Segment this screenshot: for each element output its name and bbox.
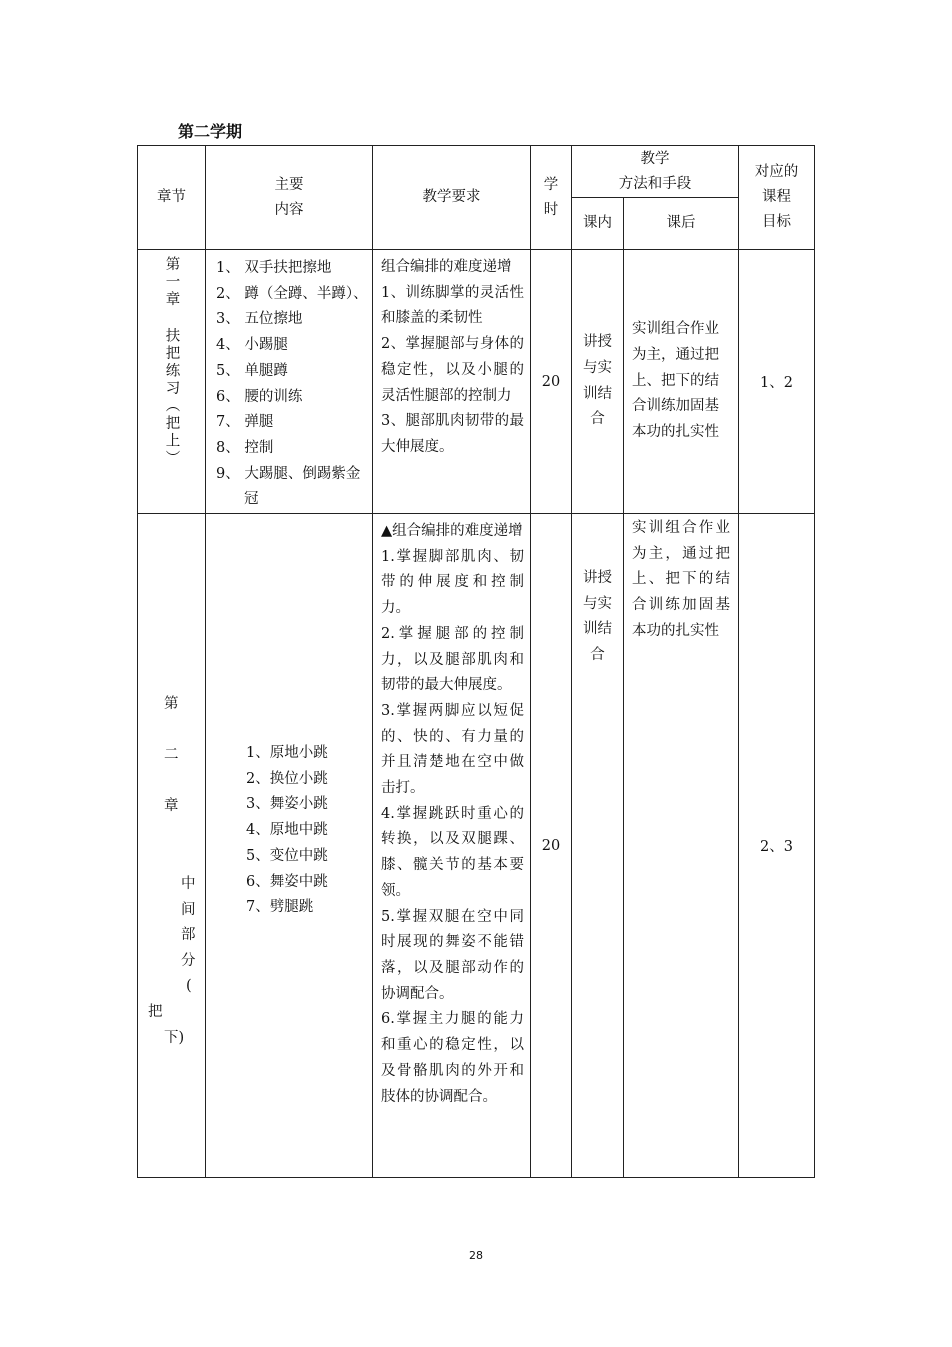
chapter-cell: [138, 250, 206, 514]
list-item: 7、劈腿跳: [246, 899, 314, 916]
list-item: 1、 双手扶把擦地: [216, 260, 332, 276]
chapter-label: 第一章 扶把练习（把上）: [163, 256, 180, 468]
list-item: 7、 弹腿: [216, 414, 274, 431]
after-class-cell: 实训组合作业为主，通过把上、把下的结合训练加固基本功的扎实性: [624, 514, 739, 1178]
header-chapter: 章节: [138, 146, 206, 250]
header-hours: 学 时: [531, 146, 572, 250]
syllabus-table: [137, 145, 815, 1178]
list-item: 6、舞姿中跳: [246, 873, 328, 890]
list-item: 2、换位小跳: [246, 770, 328, 787]
list-item: 3、舞姿小跳: [246, 796, 328, 813]
after-class-cell: 实训组合作业为主，通过把上、把下的结合训练加固基本功的扎实性: [624, 250, 739, 514]
semester-title: 第二学期: [178, 122, 243, 141]
in-class-cell: 讲授 与实 训结 合: [572, 514, 624, 1178]
content-cell: [206, 250, 373, 514]
header-after-class: 课后: [624, 198, 739, 250]
header-methods: 教学 方法和手段: [572, 146, 739, 198]
list-item: 6、 腰的训练: [216, 388, 303, 405]
list-item: 1、原地小跳: [246, 745, 328, 762]
hours-cell: 20: [531, 250, 572, 514]
header-requirements: 教学要求: [373, 146, 531, 250]
requirements-cell: ▲组合编排的难度递增 1.掌握脚部肌肉、韧带的伸展度和控制力。 2.掌握腿部的控制力，以及腿部肌肉和韧带的最大伸展度。 3.掌握两脚应以短促的、快的、有力量的并且清楚地在空中做击打。 4.掌握跳跃时重心的转换，以及双腿踝、膝、髋关节的基本要领。 5.掌握双腿在空中同时展现的舞姿不能错落，以及腿部动作的协调配合。 6.掌握主力腿的能力和重心的稳定性，以及骨骼肌肉的外开和肢体的协调配合。: [373, 514, 531, 1178]
hours-cell: 20: [531, 514, 572, 1178]
requirements-cell: 组合编排的难度递增 1、训练脚掌的灵活性和膝盖的柔韧性 2、掌握腿部与身体的稳定性，以及小腿的灵活性腿部的控制力 3、腿部肌肉韧带的最大伸展度。: [373, 250, 531, 514]
list-item: 3、 五位擦地: [216, 311, 303, 328]
list-item: 5、 单腿蹲: [216, 362, 288, 379]
content-list: [206, 514, 372, 921]
list-item: 9、 大踢腿、倒踢紫金冠: [216, 465, 361, 508]
page-number: 28: [469, 1249, 483, 1262]
list-item: 4、 小踢腿: [216, 337, 288, 354]
list-item: 4、原地中跳: [246, 822, 328, 839]
content-list: [206, 250, 372, 513]
list-item: 2、 蹲（全蹲、半蹲）、: [216, 285, 368, 302]
objectives-cell: 2、3: [739, 514, 815, 1178]
header-objectives: 对应的 课程 目标: [739, 146, 815, 250]
content-cell: [206, 514, 373, 1178]
header-in-class: 课内: [572, 198, 624, 250]
list-item: 8、 控制: [216, 439, 274, 456]
list-item: 5、变位中跳: [246, 847, 328, 864]
in-class-cell: 讲授 与实 训结 合: [572, 250, 624, 514]
chapter-label: 第 二 章 中 间 部 分 ( 把 下): [148, 696, 196, 1047]
objectives-cell: 1、2: [739, 250, 815, 514]
chapter-cell: [138, 514, 206, 1178]
header-content: 主要 内容: [206, 146, 373, 250]
